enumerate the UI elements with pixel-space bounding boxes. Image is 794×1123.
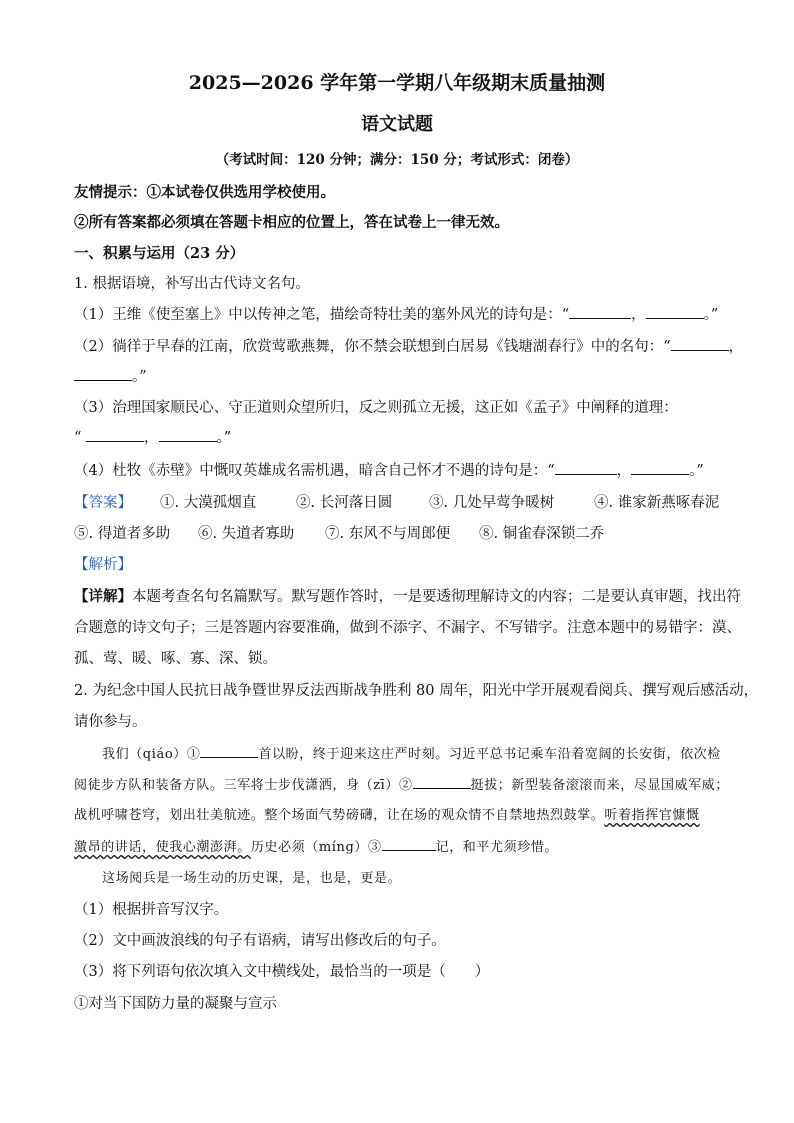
detail-label: 【详解】 (74, 588, 132, 605)
q2-sub-2: （2）文中画波浪线的句子有语病，请写出修改后的句子。 (74, 933, 446, 949)
answer-6: ⑥. 失道者寡助 (198, 526, 295, 542)
answer-blank (631, 461, 689, 475)
q1-part4-text: （4）杜牧《赤壁》中慨叹英雄成名需机遇，暗含自己怀才不遇的诗句是：“ (74, 463, 555, 479)
close-quote: 。” (703, 307, 719, 323)
passage-line-3 (74, 806, 700, 826)
tip-line-1: 友情提示：①本试卷仅供选用学校使用。 (74, 184, 335, 201)
passage-line-2 (74, 775, 729, 796)
passage-text: 我们（qiáo）① (102, 747, 201, 762)
q2-stem-line-2: 请你参与。 (74, 714, 147, 730)
detail-line-3: 孤、莺、暖、啄、寡、深、锁。 (74, 651, 277, 667)
q1-part3-cont (74, 428, 231, 448)
close-quote: 。” (689, 463, 704, 479)
q2-sub-1: （1）根据拼音写汉字。 (74, 902, 229, 918)
q1-part1 (74, 305, 718, 325)
exam-info: （考试时间：120 分钟；满分：150 分；考试形式：闭卷） (215, 152, 579, 168)
wavy-underlined-sentence: 激昂的讲话，使我心潮澎湃。 (74, 840, 251, 855)
passage-text: 战机呼啸苍穹，划出壮美航迹。整个场面气势磅礴，让在场的观众情不自禁地热烈鼓掌。 (74, 808, 605, 823)
answer-blank (86, 428, 144, 442)
passage-text: 阅徒步方队和装备方队。三军将士步伐潇洒，身（zī）② (74, 778, 413, 793)
q1-part3: （3）治理国家顺民心、守正道则众望所归，反之则孤立无援，这正如《孟子》中阐释的道理： (74, 400, 678, 416)
tip-line-2: ②所有答案都必须填在答题卡相应的位置上，答在试卷上一律无效。 (74, 214, 509, 231)
answer-8: ⑧. 铜雀春深锁二乔 (479, 526, 605, 542)
answer-blank (200, 744, 258, 758)
passage-line-5: 这场阅兵是一场生动的历史课，是，也是，更是。 (102, 871, 402, 886)
detail-text: 本题考查名句名篇默写。默写题作答时，一是要透彻理解诗文的内容；二是要认真审题，找出符 (132, 589, 741, 605)
answer-7: ⑦. 东风不与周郎便 (325, 526, 451, 542)
separator: ， (616, 463, 632, 479)
answer-blank (74, 367, 132, 381)
q1-part1-text: （1）王维《使至塞上》中以传神之笔，描绘奇特壮美的塞外风光的诗句是：“ (74, 307, 570, 323)
passage-text: 首以盼，终于迎来这庄严时刻。习近平总书记乘车沿着宽阔的长安街，依次检 (258, 747, 721, 762)
analysis-label: 【解析】 (74, 557, 132, 573)
q1-stem: 1. 根据语境，补写出古代诗文名句。 (74, 276, 310, 292)
q1-part2-text: （2）徜徉于早春的江南，欣赏莺歌燕舞，你不禁会联想到白居易《钱塘湖春行》中的名句：“ (74, 339, 671, 355)
answer-1: ①. 大漠孤烟直 (160, 495, 257, 511)
close-quote: 。” (216, 430, 232, 446)
answer-blank (555, 461, 617, 475)
q1-part2 (74, 337, 743, 357)
detail-line-1 (74, 587, 741, 607)
answer-blank (569, 305, 631, 319)
close-quote: 。” (132, 369, 147, 385)
section-title: 一、积累与运用（23 分） (74, 245, 245, 262)
q2-stem-line-1: 2. 为纪念中国人民抗日战争暨世界反法西斯战争胜利 80 周年，阳光中学开展观看阅兵、撰写观后感活动， (74, 683, 759, 699)
detail-line-2: 合题意的诗文句子；三是答题内容要准确，做到不添字、不漏字、不写错字。注意本题中的易错字：漠、 (74, 620, 741, 636)
answer-blank (646, 305, 704, 319)
exam-title: 2025—2026 学年第一学期八年级期末质量抽测 (188, 72, 606, 94)
answer-blank (382, 837, 436, 851)
answer-4: ④. 谁家新燕啄春泥 (594, 495, 720, 511)
subject-title: 语文试题 (361, 114, 433, 135)
passage-text: 挺拔；新型装备滚滚而来，尽显国威军威； (470, 778, 730, 793)
answer-label: 【答案】 (74, 495, 132, 511)
answer-blank (159, 428, 217, 442)
q1-part2-cont (74, 367, 147, 387)
passage-text: 历史必须（míng）③ (250, 840, 382, 855)
separator: ， (728, 339, 744, 355)
separator: ， (144, 430, 159, 446)
q1-part4 (74, 461, 704, 481)
passage-line-1 (102, 744, 721, 765)
answer-3: ③. 几处早莺争暖树 (429, 495, 555, 511)
wavy-underlined-sentence: 听着指挥官慷慨 (604, 808, 700, 823)
q2-option-1: ①对当下国防力量的凝聚与宣示 (74, 996, 277, 1012)
separator: ， (631, 307, 646, 323)
answer-5: ⑤. 得道者多助 (74, 526, 171, 542)
open-quote: “ (74, 430, 82, 446)
passage-line-4 (74, 837, 558, 858)
passage-text: 记，和平尤须珍惜。 (435, 840, 558, 855)
answer-blank (413, 775, 471, 789)
answer-2: ②. 长河落日圆 (296, 495, 393, 511)
q2-sub-3: （3）将下列语句依次填入文中横线处，最恰当的一项是（ ） (74, 964, 490, 980)
answer-blank (671, 337, 729, 351)
